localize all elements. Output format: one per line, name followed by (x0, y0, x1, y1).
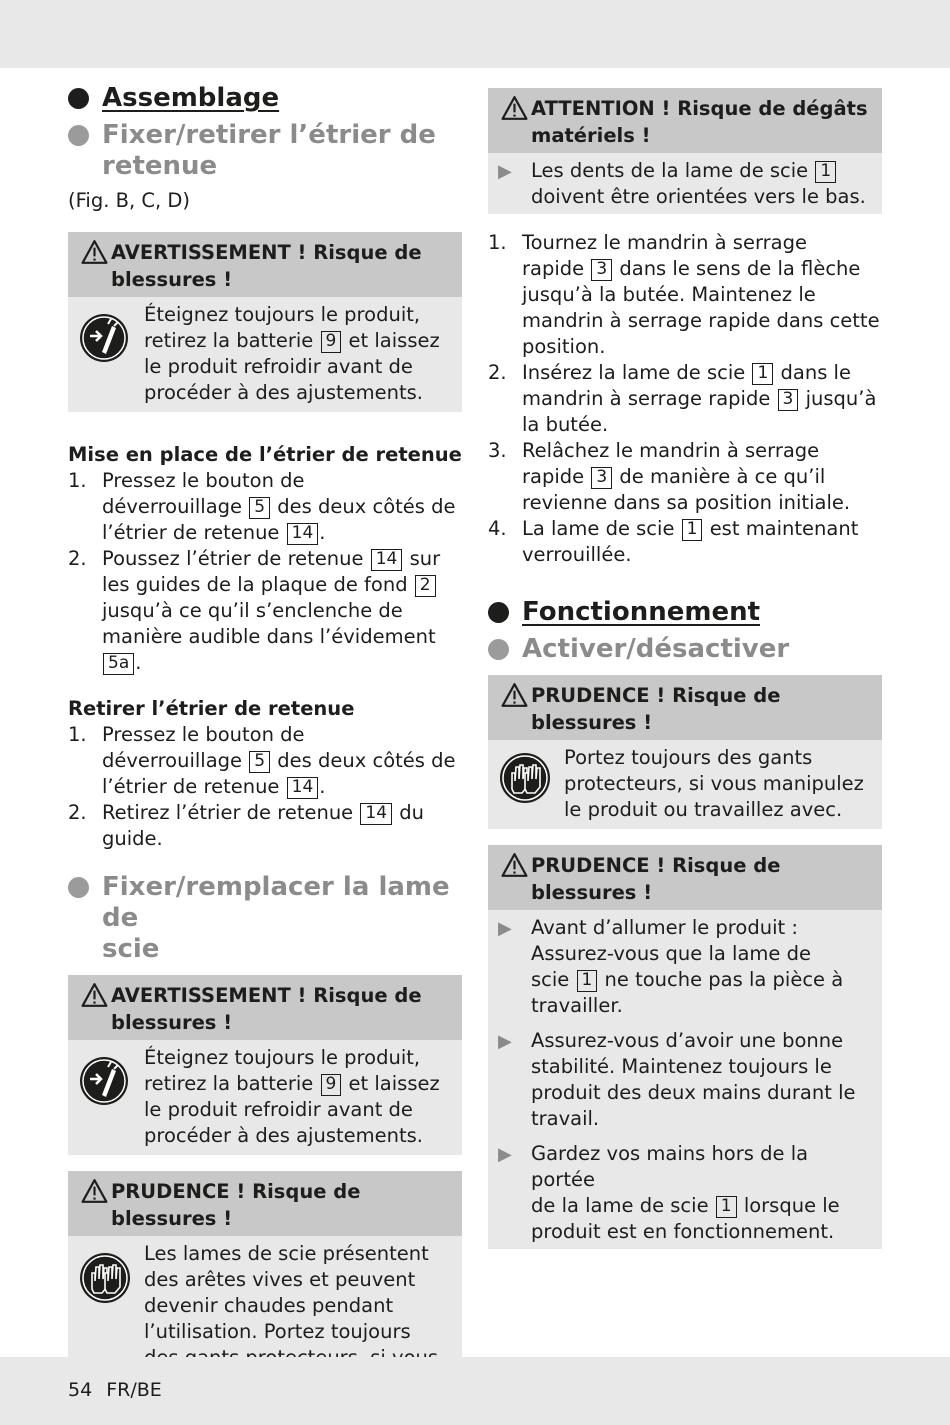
bullet-dot (488, 639, 509, 660)
top-band (0, 0, 950, 68)
ref-number: 1 (815, 161, 836, 183)
bullet-item: ▶ Avant d’allumer le produit : Assurez-vous que la lame de scie 1 ne touche pas la pièce à travailler. (498, 916, 844, 1017)
attention-box (488, 88, 882, 214)
ref-number: 1 (682, 519, 703, 541)
warning-triangle-icon (78, 982, 111, 1008)
ref-number: 9 (321, 1074, 342, 1096)
caution-header: PRUDENCE ! Risque de blessures ! (68, 1171, 462, 1236)
warning-body: Éteignez toujours le produit, retirez la batterie 9 et laissez le produit refroidir avant de procéder à des ajustements. (68, 297, 462, 412)
list-item: 2. Retirez l’étrier de retenue 14 du guide. (68, 801, 424, 850)
ref-number: 1 (577, 970, 598, 992)
right-column (488, 88, 882, 1249)
ref-number: 2 (415, 575, 436, 597)
subheading-retirer: Retirer l’étrier de retenue (68, 697, 355, 720)
attention-header: ATTENTION ! Risque de dégâts matériels ! (488, 88, 882, 153)
bullet-dot (68, 877, 89, 898)
warning-triangle-icon (498, 682, 531, 708)
ref-number: 5 (249, 497, 270, 519)
bullet-item: ▶ Les dents de la lame de scie 1 doivent être orientées vers le bas. (498, 159, 866, 208)
warning-triangle-icon (78, 1178, 111, 1204)
list-item: 1. Tournez le mandrin à serrage rapide 3 dans le sens de la flèche jusqu’à la butée. Maintenez le mandrin à serrage rapide dans cette position. (488, 231, 880, 358)
list-item: 2. Poussez l’étrier de retenue 14 sur les guides de la plaque de fond 2 jusqu’à ce qu’il s’enclenche de manière audible dans l’évidement 5a . (68, 547, 441, 674)
page-footer (68, 1379, 162, 1401)
list-item: 3. Relâchez le mandrin à serrage rapide 3 de manière à ce qu’il revienne dans sa position initiale. (488, 439, 851, 514)
bullet-item: ▶ Gardez vos mains hors de la portée de la lame de scie 1 lorsque le produit est en fonctionnement. (498, 1142, 840, 1243)
left-column (68, 82, 462, 1403)
warning-header: AVERTISSEMENT ! Risque de blessures ! (68, 975, 462, 1040)
ref-number: 9 (321, 331, 342, 353)
gloves-icon (78, 1241, 144, 1305)
ref-number: 5 (249, 751, 270, 773)
caution-header: PRUDENCE ! Risque de blessures ! (488, 845, 882, 910)
heading-fixer-retirer: Fixer/retirer l’étrier de retenue (68, 120, 462, 182)
ref-number: 1 (716, 1196, 737, 1218)
figure-reference: (Fig. B, C, D) (68, 189, 191, 212)
caution-box (488, 845, 882, 1249)
warning-body: Éteignez toujours le produit, retirez la batterie 9 et laissez le produit refroidir avant de procéder à des ajustements. (68, 1040, 462, 1155)
triangle-bullet-icon: ▶ (498, 1144, 512, 1165)
title-assemblage: Assemblage (68, 82, 462, 114)
bullet-dot (68, 88, 89, 109)
warning-box (68, 232, 462, 412)
gloves-icon (498, 745, 564, 805)
ref-number: 14 (360, 803, 392, 825)
warning-box (68, 975, 462, 1155)
warning-triangle-icon (498, 95, 531, 121)
steps-list (488, 230, 882, 568)
subheading-mise-en-place: Mise en place de l’étrier de retenue (68, 443, 462, 466)
bullet-dot (488, 602, 509, 623)
unplug-battery-icon (78, 302, 144, 364)
bullet-item: ▶ Assurez-vous d’avoir une bonne stabilité. Maintenez toujours le produit des deux mains durant le travail. (498, 1029, 856, 1130)
warning-triangle-icon (78, 239, 111, 265)
ref-number: 14 (371, 549, 403, 571)
unplug-battery-icon (78, 1045, 144, 1107)
heading-activer-desactiver: Activer/désactiver (488, 634, 882, 665)
ref-number: 14 (287, 523, 319, 545)
steps-list (68, 468, 462, 676)
locale-label: FR/BE (106, 1379, 162, 1401)
warning-triangle-icon (498, 852, 531, 878)
steps-list (68, 722, 462, 852)
list-item: 1. Pressez le bouton de déverrouillage 5 des deux côtés de l’étrier de retenue 14 . (68, 723, 456, 798)
caution-body: Portez toujours des gants protecteurs, si vous manipulez le produit ou travaillez avec. (488, 740, 882, 829)
ref-number: 14 (287, 777, 319, 799)
ref-number: 5a (103, 653, 134, 675)
ref-number: 1 (752, 363, 773, 385)
title-fonctionnement: Fonctionnement (488, 596, 882, 628)
warning-header: AVERTISSEMENT ! Risque de blessures ! (68, 232, 462, 297)
list-item: 4. La lame de scie 1 est maintenant verrouillée. (488, 517, 859, 566)
triangle-bullet-icon: ▶ (498, 918, 512, 939)
caution-header: PRUDENCE ! Risque de blessures ! (488, 675, 882, 740)
page-number: 54 (68, 1379, 93, 1401)
caution-body: Les lames de scie présentent des arêtes vives et peuvent devenir chaudes pendant l’utilisation. Portez toujours (68, 1236, 462, 1403)
triangle-bullet-icon: ▶ (498, 161, 512, 182)
ref-number: 3 (591, 259, 612, 281)
heading-fixer-remplacer: Fixer/remplacer la lame de scie (68, 872, 462, 965)
list-item: 1. Pressez le bouton de déverrouillage 5 des deux côtés de l’étrier de retenue 14 . (68, 469, 456, 544)
list-item: 2. Insérez la lame de scie 1 dans le mandrin à serrage rapide 3 jusqu’à la butée. (488, 361, 877, 436)
ref-number: 3 (591, 467, 612, 489)
caution-box (488, 675, 882, 829)
ref-number: 3 (778, 389, 799, 411)
triangle-bullet-icon: ▶ (498, 1031, 512, 1052)
bullet-dot (68, 125, 89, 146)
